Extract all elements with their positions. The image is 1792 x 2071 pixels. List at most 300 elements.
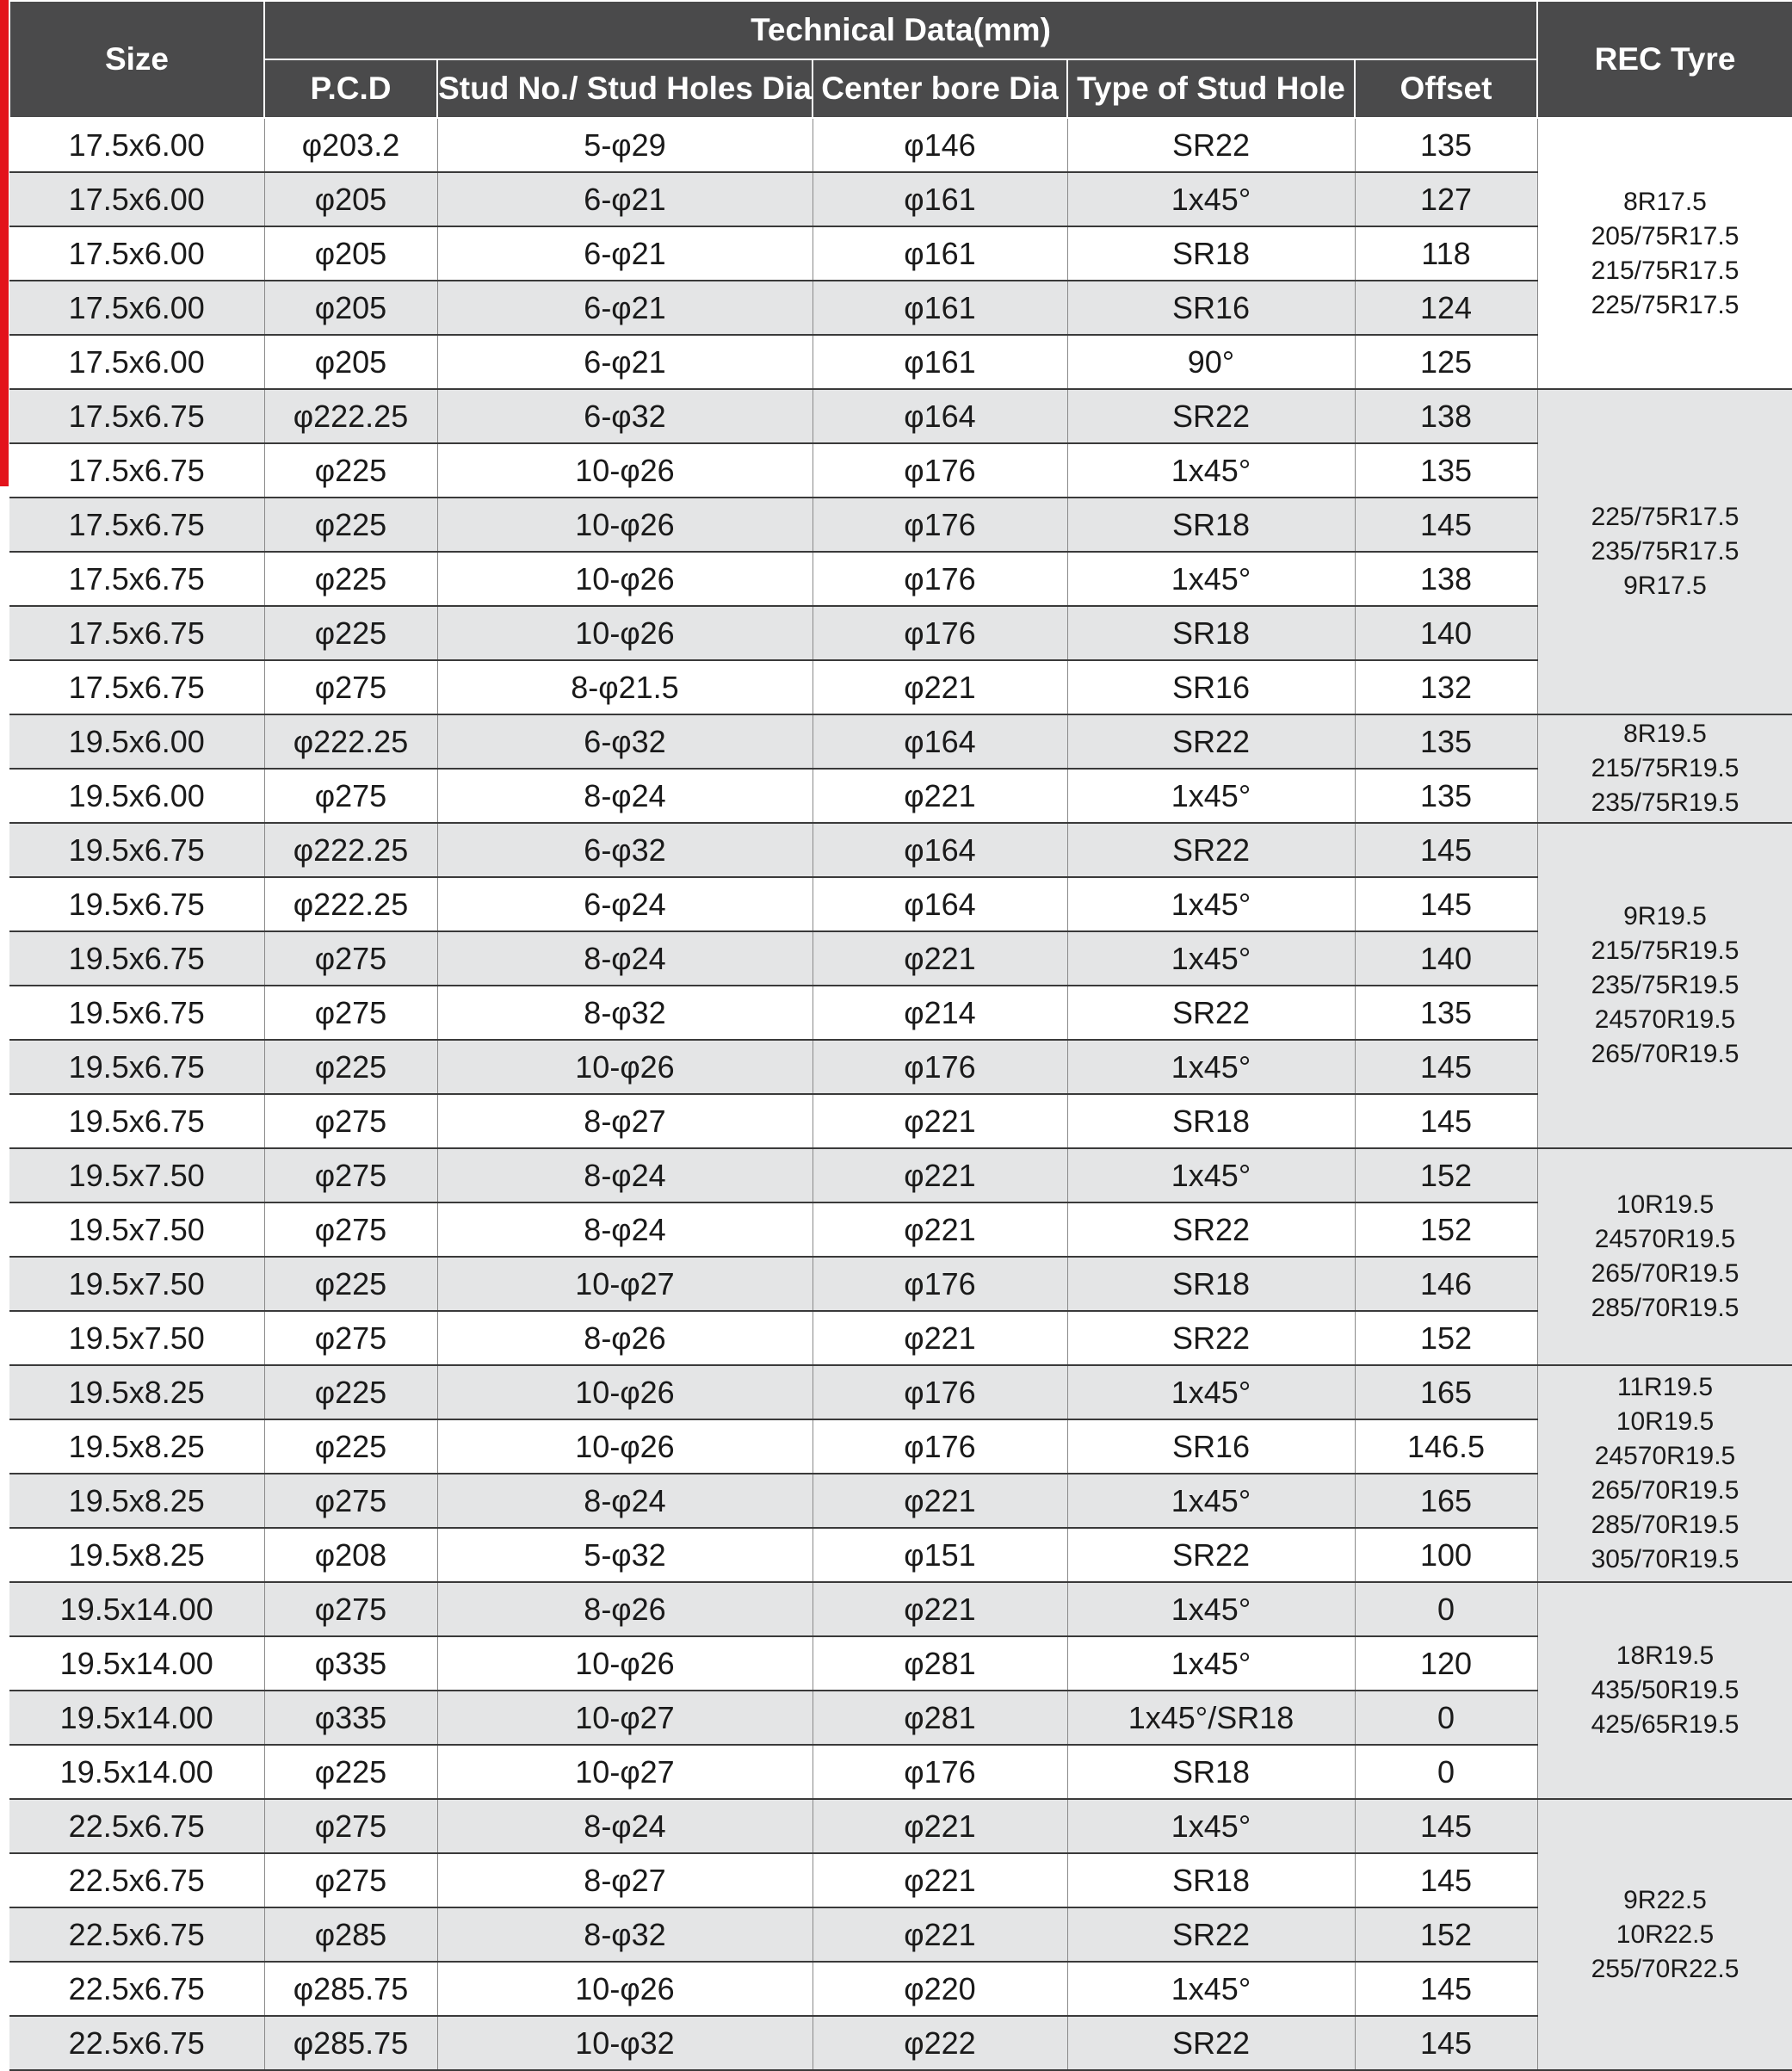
table-row [9,714,1792,769]
offset-cell: 152 [1355,1311,1537,1365]
table-row [9,1962,1792,2016]
table-row [9,931,1792,986]
offset-cell: 135 [1355,986,1537,1040]
rec-tyre-size: 265/70R19.5 [1538,1037,1792,1072]
header-pcd: P.C.D [264,59,437,118]
stud-cell: 6-φ21 [437,281,813,335]
offset-cell: 152 [1355,1148,1537,1202]
pcd-cell: φ335 [264,1691,437,1745]
offset-cell: 0 [1355,1691,1537,1745]
offset-cell: 0 [1355,1582,1537,1636]
stud-hole-type-cell: 1x45° [1067,1962,1355,2016]
center-bore-cell: φ221 [813,1582,1067,1636]
pcd-cell: φ222.25 [264,877,437,931]
stud-hole-type-cell: 1x45° [1067,1040,1355,1094]
center-bore-cell: φ161 [813,172,1067,226]
rec-tyre-size: 235/75R17.5 [1538,535,1792,569]
stud-cell: 10-φ27 [437,1691,813,1745]
size-cell: 19.5x7.50 [9,1148,264,1202]
size-cell: 19.5x6.75 [9,823,264,877]
table-row [9,606,1792,660]
header-stud: Stud No./ Stud Holes Dia [437,59,813,118]
rec-tyre-size: 235/75R19.5 [1538,968,1792,1003]
pcd-cell: φ335 [264,1636,437,1691]
offset-cell: 145 [1355,1094,1537,1148]
rec-tyre-size: 10R19.5 [1538,1188,1792,1222]
rec-tyre-size: 285/70R19.5 [1538,1508,1792,1542]
size-cell: 17.5x6.75 [9,498,264,552]
stud-hole-type-cell: SR18 [1067,1257,1355,1311]
offset-cell: 135 [1355,714,1537,769]
rec-tyre-cell [1537,1582,1792,1799]
stud-hole-type-cell: SR18 [1067,1094,1355,1148]
center-bore-cell: φ221 [813,1311,1067,1365]
stud-cell: 8-φ24 [437,1474,813,1528]
table-row [9,1745,1792,1799]
size-cell: 17.5x6.75 [9,606,264,660]
center-bore-cell: φ221 [813,1907,1067,1962]
rec-tyre-size: 18R19.5 [1538,1639,1792,1673]
table-row [9,1257,1792,1311]
table-row [9,226,1792,281]
pcd-cell: φ275 [264,986,437,1040]
offset-cell: 165 [1355,1474,1537,1528]
rec-tyre-size: 205/75R17.5 [1538,219,1792,254]
rec-tyre-size: 9R22.5 [1538,1883,1792,1918]
size-cell: 19.5x8.25 [9,1528,264,1582]
stud-hole-type-cell: SR16 [1067,281,1355,335]
size-cell: 17.5x6.75 [9,660,264,714]
center-bore-cell: φ176 [813,606,1067,660]
rec-tyre-cell [1537,1799,1792,2070]
stud-cell: 10-φ26 [437,552,813,606]
pcd-cell: φ203.2 [264,118,437,172]
size-cell: 19.5x8.25 [9,1419,264,1474]
pcd-cell: φ275 [264,1853,437,1907]
table-row [9,1799,1792,1853]
header-technical-data: Technical Data(mm) [264,1,1537,59]
size-cell: 19.5x6.00 [9,769,264,823]
offset-cell: 100 [1355,1528,1537,1582]
table-row [9,1907,1792,1962]
offset-cell: 145 [1355,498,1537,552]
table-row [9,1853,1792,1907]
wheel-spec-table [9,0,1792,2071]
pcd-cell: φ205 [264,226,437,281]
stud-cell: 10-φ26 [437,1636,813,1691]
stud-hole-type-cell: 1x45°/SR18 [1067,1691,1355,1745]
center-bore-cell: φ281 [813,1636,1067,1691]
pcd-cell: φ275 [264,1799,437,1853]
stud-cell: 6-φ32 [437,823,813,877]
pcd-cell: φ225 [264,606,437,660]
size-cell: 19.5x7.50 [9,1311,264,1365]
stud-cell: 6-φ32 [437,389,813,443]
size-cell: 22.5x6.75 [9,1799,264,1853]
center-bore-cell: φ161 [813,335,1067,389]
rec-tyre-size: 24570R19.5 [1538,1439,1792,1474]
center-bore-cell: φ221 [813,769,1067,823]
rec-tyre-size: 8R19.5 [1538,717,1792,751]
offset-cell: 132 [1355,660,1537,714]
stud-cell: 10-φ26 [437,1365,813,1419]
pcd-cell: φ225 [264,1040,437,1094]
pcd-cell: φ222.25 [264,714,437,769]
size-cell: 19.5x14.00 [9,1745,264,1799]
stud-cell: 8-φ24 [437,1148,813,1202]
offset-cell: 138 [1355,389,1537,443]
table-row [9,1691,1792,1745]
header-center-bore: Center bore Dia [813,59,1067,118]
table-row [9,1419,1792,1474]
stud-hole-type-cell: SR16 [1067,660,1355,714]
pcd-cell: φ205 [264,335,437,389]
offset-cell: 135 [1355,443,1537,498]
table-row [9,1582,1792,1636]
stud-cell: 8-φ24 [437,931,813,986]
offset-cell: 145 [1355,877,1537,931]
table-row [9,335,1792,389]
rec-tyre-cell [1537,1365,1792,1582]
rec-tyre-size: 215/75R19.5 [1538,751,1792,786]
rec-tyre-size: 10R19.5 [1538,1405,1792,1439]
pcd-cell: φ222.25 [264,823,437,877]
table-row [9,1474,1792,1528]
offset-cell: 152 [1355,1907,1537,1962]
stud-cell: 6-φ24 [437,877,813,931]
center-bore-cell: φ281 [813,1691,1067,1745]
center-bore-cell: φ176 [813,1257,1067,1311]
rec-tyre-size: 235/75R19.5 [1538,786,1792,820]
center-bore-cell: φ151 [813,1528,1067,1582]
rec-tyre-size: 11R19.5 [1538,1370,1792,1405]
size-cell: 19.5x14.00 [9,1636,264,1691]
center-bore-cell: φ176 [813,1365,1067,1419]
center-bore-cell: φ214 [813,986,1067,1040]
center-bore-cell: φ221 [813,660,1067,714]
rec-tyre-cell [1537,118,1792,389]
center-bore-cell: φ221 [813,1202,1067,1257]
stud-hole-type-cell: 1x45° [1067,1474,1355,1528]
stud-hole-type-cell: SR18 [1067,498,1355,552]
stud-cell: 10-φ26 [437,1962,813,2016]
size-cell: 19.5x14.00 [9,1691,264,1745]
stud-cell: 6-φ21 [437,172,813,226]
table-row [9,823,1792,877]
stud-cell: 8-φ21.5 [437,660,813,714]
stud-cell: 10-φ26 [437,443,813,498]
size-cell: 22.5x6.75 [9,1907,264,1962]
center-bore-cell: φ176 [813,443,1067,498]
stud-cell: 8-φ32 [437,1907,813,1962]
center-bore-cell: φ176 [813,552,1067,606]
stud-cell: 6-φ32 [437,714,813,769]
stud-hole-type-cell: SR22 [1067,1202,1355,1257]
table-row [9,660,1792,714]
offset-cell: 135 [1355,118,1537,172]
stud-cell: 5-φ29 [437,118,813,172]
center-bore-cell: φ176 [813,1419,1067,1474]
size-cell: 22.5x6.75 [9,1853,264,1907]
stud-cell: 8-φ32 [437,986,813,1040]
center-bore-cell: φ176 [813,498,1067,552]
table-row [9,1094,1792,1148]
stud-cell: 6-φ21 [437,335,813,389]
table-row [9,986,1792,1040]
size-cell: 22.5x6.75 [9,1962,264,2016]
stud-hole-type-cell: SR18 [1067,226,1355,281]
stud-hole-type-cell: SR18 [1067,1853,1355,1907]
offset-cell: 120 [1355,1636,1537,1691]
stud-cell: 10-φ26 [437,498,813,552]
stud-cell: 8-φ24 [437,1799,813,1853]
pcd-cell: φ222.25 [264,389,437,443]
size-cell: 17.5x6.75 [9,552,264,606]
table-row [9,877,1792,931]
rec-tyre-size: 24570R19.5 [1538,1003,1792,1037]
stud-hole-type-cell: 1x45° [1067,931,1355,986]
rec-tyre-size: 24570R19.5 [1538,1222,1792,1257]
offset-cell: 145 [1355,1962,1537,2016]
stud-hole-type-cell: 1x45° [1067,552,1355,606]
pcd-cell: φ285.75 [264,2016,437,2070]
table-row [9,2016,1792,2070]
rec-tyre-size: 9R17.5 [1538,569,1792,603]
size-cell: 19.5x8.25 [9,1365,264,1419]
table-row [9,1148,1792,1202]
stud-cell: 10-φ27 [437,1257,813,1311]
stud-hole-type-cell: SR18 [1067,606,1355,660]
size-cell: 19.5x6.00 [9,714,264,769]
pcd-cell: φ285.75 [264,1962,437,2016]
header-offset: Offset [1355,59,1537,118]
size-cell: 19.5x6.75 [9,931,264,986]
stud-hole-type-cell: 1x45° [1067,443,1355,498]
header-rec-tyre: REC Tyre [1537,1,1792,118]
size-cell: 17.5x6.00 [9,335,264,389]
pcd-cell: φ275 [264,1311,437,1365]
stud-hole-type-cell: SR22 [1067,986,1355,1040]
stud-hole-type-cell: 1x45° [1067,1636,1355,1691]
rec-tyre-size: 285/70R19.5 [1538,1291,1792,1326]
stud-hole-type-cell: SR18 [1067,1745,1355,1799]
pcd-cell: φ205 [264,281,437,335]
pcd-cell: φ205 [264,172,437,226]
stud-hole-type-cell: SR22 [1067,118,1355,172]
size-cell: 22.5x6.75 [9,2016,264,2070]
rec-tyre-size: 425/65R19.5 [1538,1708,1792,1742]
center-bore-cell: φ161 [813,226,1067,281]
pcd-cell: φ225 [264,498,437,552]
center-bore-cell: φ220 [813,1962,1067,2016]
pcd-cell: φ275 [264,769,437,823]
offset-cell: 118 [1355,226,1537,281]
offset-cell: 146 [1355,1257,1537,1311]
offset-cell: 152 [1355,1202,1537,1257]
offset-cell: 140 [1355,931,1537,986]
rec-tyre-size: 305/70R19.5 [1538,1542,1792,1577]
center-bore-cell: φ221 [813,1853,1067,1907]
stud-hole-type-cell: SR22 [1067,389,1355,443]
offset-cell: 138 [1355,552,1537,606]
rec-tyre-cell [1537,389,1792,714]
offset-cell: 125 [1355,335,1537,389]
header-stud-hole-type: Type of Stud Hole [1067,59,1355,118]
stud-cell: 8-φ27 [437,1094,813,1148]
size-cell: 19.5x7.50 [9,1202,264,1257]
table-row [9,1040,1792,1094]
table-row [9,1202,1792,1257]
rec-tyre-size: 225/75R17.5 [1538,500,1792,535]
size-cell: 19.5x6.75 [9,986,264,1040]
rec-tyre-cell [1537,714,1792,823]
center-bore-cell: φ164 [813,823,1067,877]
stud-cell: 6-φ21 [437,226,813,281]
pcd-cell: φ225 [264,1365,437,1419]
stud-hole-type-cell: SR22 [1067,1311,1355,1365]
table-row [9,552,1792,606]
stud-hole-type-cell: 1x45° [1067,1365,1355,1419]
pcd-cell: φ275 [264,1094,437,1148]
table-row [9,172,1792,226]
stud-cell: 8-φ27 [437,1853,813,1907]
offset-cell: 165 [1355,1365,1537,1419]
header-size: Size [9,1,264,118]
offset-cell: 146.5 [1355,1419,1537,1474]
offset-cell: 145 [1355,823,1537,877]
size-cell: 19.5x6.75 [9,1094,264,1148]
pcd-cell: φ225 [264,1745,437,1799]
rec-tyre-size: 225/75R17.5 [1538,288,1792,323]
offset-cell: 135 [1355,769,1537,823]
stud-hole-type-cell: 1x45° [1067,877,1355,931]
size-cell: 19.5x6.75 [9,1040,264,1094]
pcd-cell: φ225 [264,443,437,498]
center-bore-cell: φ164 [813,714,1067,769]
stud-hole-type-cell: SR22 [1067,823,1355,877]
size-cell: 17.5x6.75 [9,389,264,443]
offset-cell: 145 [1355,1799,1537,1853]
stud-hole-type-cell: 1x45° [1067,1582,1355,1636]
stud-cell: 8-φ26 [437,1582,813,1636]
pcd-cell: φ225 [264,552,437,606]
center-bore-cell: φ164 [813,877,1067,931]
center-bore-cell: φ221 [813,1799,1067,1853]
center-bore-cell: φ221 [813,1148,1067,1202]
pcd-cell: φ275 [264,1582,437,1636]
table-row [9,498,1792,552]
stud-cell: 10-φ26 [437,606,813,660]
pcd-cell: φ275 [264,1148,437,1202]
rec-tyre-size: 9R19.5 [1538,899,1792,934]
offset-cell: 0 [1355,1745,1537,1799]
size-cell: 19.5x6.75 [9,877,264,931]
table-row [9,1365,1792,1419]
rec-tyre-size: 255/70R22.5 [1538,1952,1792,1987]
center-bore-cell: φ164 [813,389,1067,443]
offset-cell: 145 [1355,1040,1537,1094]
table-row [9,1311,1792,1365]
table-body [9,118,1792,2070]
stud-hole-type-cell: 1x45° [1067,769,1355,823]
center-bore-cell: φ146 [813,118,1067,172]
stud-cell: 10-φ26 [437,1419,813,1474]
stud-cell: 10-φ26 [437,1040,813,1094]
pcd-cell: φ225 [264,1419,437,1474]
rec-tyre-size: 265/70R19.5 [1538,1257,1792,1291]
center-bore-cell: φ221 [813,931,1067,986]
rec-tyre-size: 8R17.5 [1538,185,1792,219]
pcd-cell: φ208 [264,1528,437,1582]
stud-hole-type-cell: SR22 [1067,2016,1355,2070]
stud-hole-type-cell: 1x45° [1067,1799,1355,1853]
center-bore-cell: φ176 [813,1040,1067,1094]
size-cell: 19.5x7.50 [9,1257,264,1311]
offset-cell: 140 [1355,606,1537,660]
table-row [9,443,1792,498]
table-row [9,769,1792,823]
rec-tyre-size: 265/70R19.5 [1538,1474,1792,1508]
pcd-cell: φ285 [264,1907,437,1962]
pcd-cell: φ225 [264,1257,437,1311]
table-row [9,1528,1792,1582]
stud-hole-type-cell: SR22 [1067,714,1355,769]
stud-hole-type-cell: SR16 [1067,1419,1355,1474]
table-row [9,118,1792,172]
size-cell: 17.5x6.00 [9,281,264,335]
size-cell: 17.5x6.00 [9,118,264,172]
stud-cell: 8-φ24 [437,769,813,823]
rec-tyre-size: 10R22.5 [1538,1918,1792,1952]
table-row [9,281,1792,335]
rec-tyre-cell [1537,823,1792,1148]
stud-hole-type-cell: 1x45° [1067,1148,1355,1202]
size-cell: 17.5x6.00 [9,226,264,281]
size-cell: 19.5x14.00 [9,1582,264,1636]
stud-cell: 10-φ32 [437,2016,813,2070]
table-row [9,389,1792,443]
offset-cell: 145 [1355,1853,1537,1907]
size-cell: 17.5x6.00 [9,172,264,226]
stud-cell: 10-φ27 [437,1745,813,1799]
pcd-cell: φ275 [264,1202,437,1257]
center-bore-cell: φ221 [813,1474,1067,1528]
size-cell: 17.5x6.75 [9,443,264,498]
rec-tyre-size: 215/75R19.5 [1538,934,1792,968]
accent-bar [0,0,9,486]
pcd-cell: φ275 [264,931,437,986]
center-bore-cell: φ176 [813,1745,1067,1799]
pcd-cell: φ275 [264,660,437,714]
rec-tyre-size: 215/75R17.5 [1538,254,1792,288]
stud-hole-type-cell: SR22 [1067,1907,1355,1962]
offset-cell: 145 [1355,2016,1537,2070]
stud-hole-type-cell: 90° [1067,335,1355,389]
offset-cell: 127 [1355,172,1537,226]
stud-cell: 5-φ32 [437,1528,813,1582]
center-bore-cell: φ222 [813,2016,1067,2070]
stud-cell: 8-φ26 [437,1311,813,1365]
pcd-cell: φ275 [264,1474,437,1528]
size-cell: 19.5x8.25 [9,1474,264,1528]
table-row [9,1636,1792,1691]
center-bore-cell: φ161 [813,281,1067,335]
stud-cell: 8-φ24 [437,1202,813,1257]
center-bore-cell: φ221 [813,1094,1067,1148]
stud-hole-type-cell: 1x45° [1067,172,1355,226]
stud-hole-type-cell: SR22 [1067,1528,1355,1582]
offset-cell: 124 [1355,281,1537,335]
